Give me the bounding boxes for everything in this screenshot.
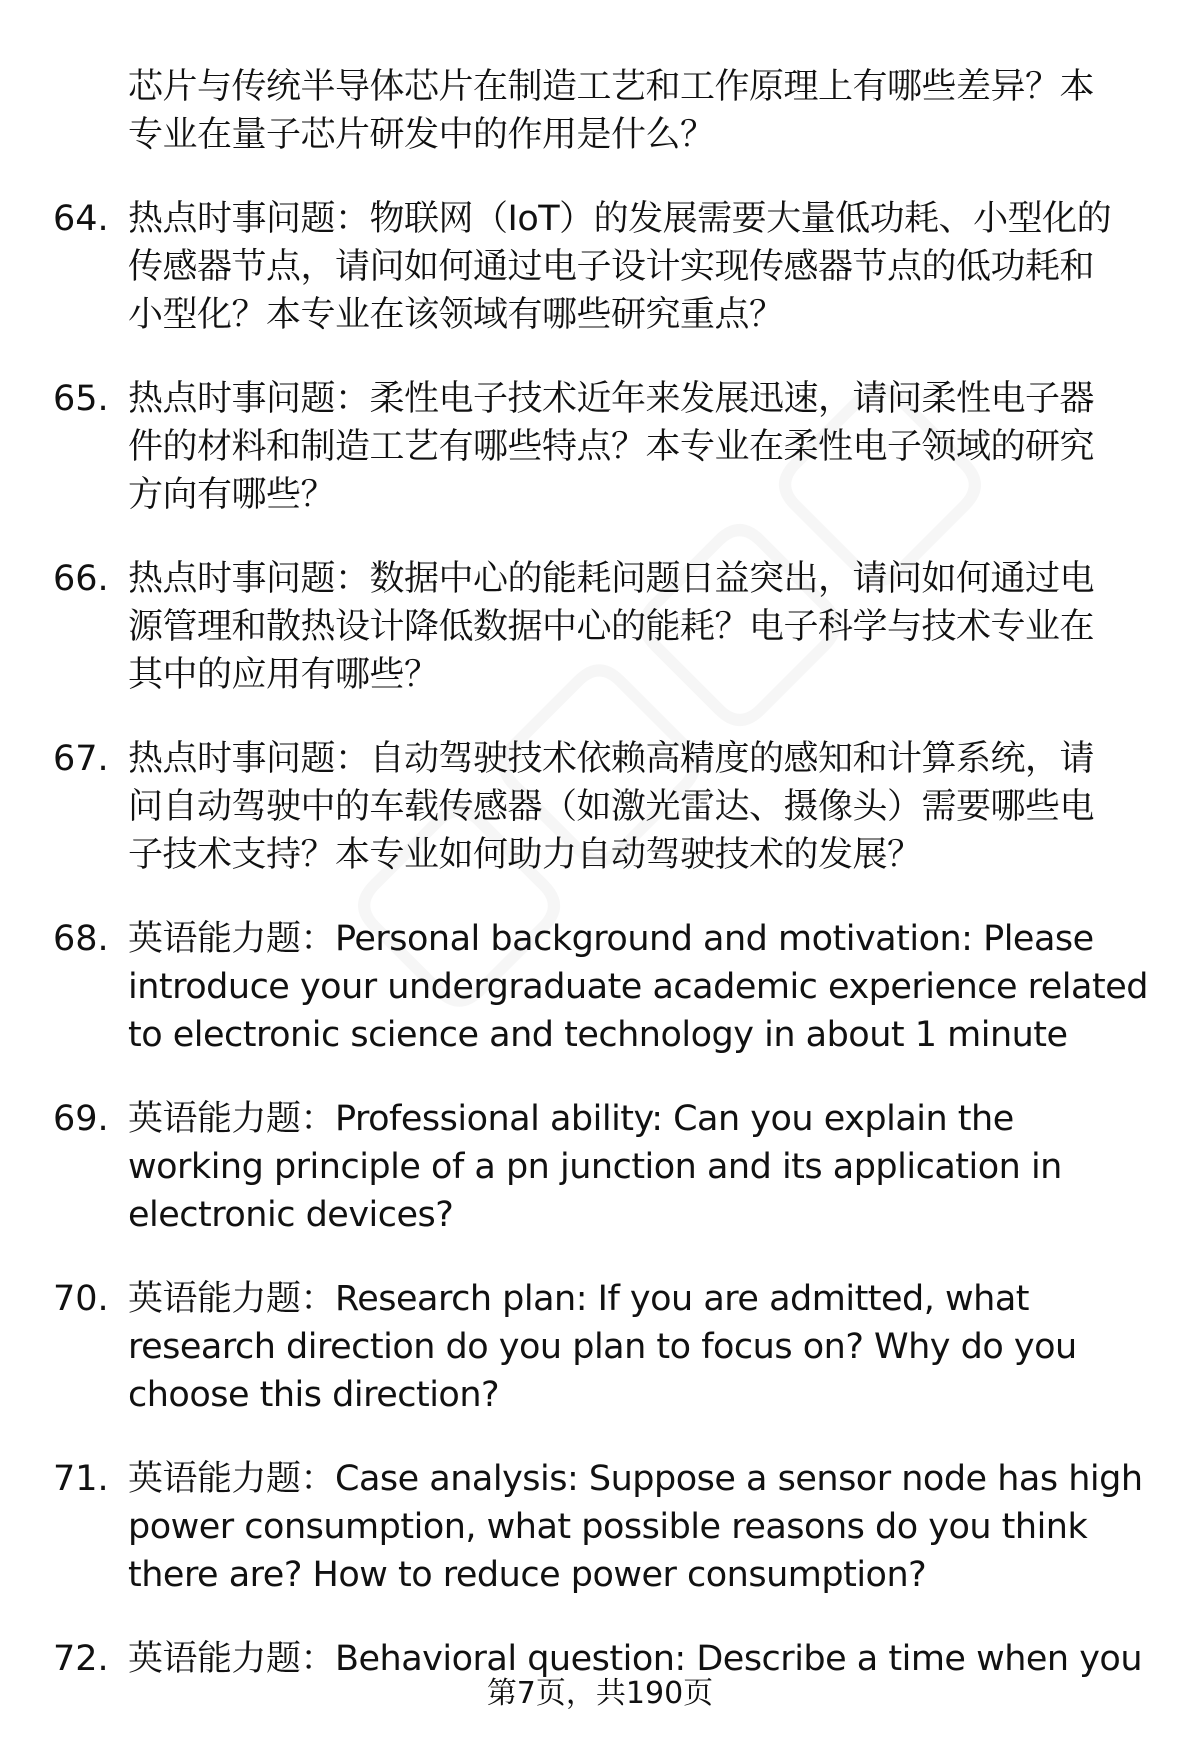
question-text-line: research direction do you plan to focus on? Why do you <box>128 1327 1077 1367</box>
question-text-line: 热点时事问题：自动驾驶技术依赖高精度的感知和计算系统，请 <box>128 739 1095 779</box>
question-text-line: 英语能力题：Research plan: If you are admitted, what <box>128 1279 1029 1319</box>
question-number: 64. <box>53 199 109 239</box>
question-63-continuation <box>0 63 1200 159</box>
question-text-line: 专业在量子芯片研发中的作用是什么？ <box>128 115 715 155</box>
question-text-line: 方向有哪些？ <box>128 475 336 515</box>
question-list <box>0 63 1200 1719</box>
question-number: 66. <box>53 559 109 599</box>
question-text-line: 小型化？本专业在该领域有哪些研究重点？ <box>128 295 784 335</box>
question-text-line: 英语能力题：Behavioral question: Describe a time when you <box>128 1639 1143 1679</box>
question-item <box>0 1455 1200 1599</box>
question-text-line: 件的材料和制造工艺有哪些特点？本专业在柔性电子领域的研究 <box>128 427 1095 467</box>
question-text-line: 芯片与传统半导体芯片在制造工艺和工作原理上有哪些差异？本 <box>128 67 1095 107</box>
question-text-line: introduce your undergraduate academic experience related <box>128 967 1148 1007</box>
question-text-line: 英语能力题：Professional ability: Can you explain the <box>128 1099 1014 1139</box>
question-text-line: 英语能力题：Case analysis: Suppose a sensor node has high <box>128 1459 1143 1499</box>
question-text-line: 传感器节点，请问如何通过电子设计实现传感器节点的低功耗和 <box>128 247 1095 287</box>
question-text-line: 英语能力题：Personal background and motivation: Please <box>128 919 1094 959</box>
question-item <box>0 735 1200 879</box>
question-item <box>0 1275 1200 1419</box>
question-text-line: there are? How to reduce power consumption? <box>128 1555 927 1595</box>
question-text-line: to electronic science and technology in about 1 minute <box>128 1015 1068 1055</box>
question-item <box>0 915 1200 1059</box>
question-text-line: 其中的应用有哪些？ <box>128 655 439 695</box>
question-number: 72. <box>53 1639 109 1679</box>
question-text-line: 热点时事问题：物联网（IoT）的发展需要大量低功耗、小型化的 <box>128 199 1112 239</box>
question-number: 67. <box>53 739 109 779</box>
question-text-line: working principle of a pn junction and its application in <box>128 1147 1062 1187</box>
question-text-line: power consumption, what possible reasons do you think <box>128 1507 1088 1547</box>
question-text-line: 热点时事问题：数据中心的能耗问题日益突出，请问如何通过电 <box>128 559 1095 599</box>
question-text-line: 源管理和散热设计降低数据中心的能耗？电子科学与技术专业在 <box>128 607 1095 647</box>
question-number: 70. <box>53 1279 109 1319</box>
question-text-line: choose this direction? <box>128 1375 500 1415</box>
question-number: 71. <box>53 1459 109 1499</box>
question-item <box>0 195 1200 339</box>
question-number: 69. <box>53 1099 109 1139</box>
question-text-line: 子技术支持？本专业如何助力自动驾驶技术的发展？ <box>128 835 922 875</box>
question-number: 68. <box>53 919 109 959</box>
question-item <box>0 555 1200 699</box>
page-number: 第7页，共190页 <box>486 1676 714 1711</box>
question-item <box>0 1095 1200 1239</box>
question-text-line: 问自动驾驶中的车载传感器（如激光雷达、摄像头）需要哪些电 <box>128 787 1095 827</box>
question-text-line: electronic devices? <box>128 1195 454 1235</box>
question-item <box>0 375 1200 519</box>
question-number: 65. <box>53 379 109 419</box>
question-text-line: 热点时事问题：柔性电子技术近年来发展迅速，请问柔性电子器 <box>128 379 1095 419</box>
